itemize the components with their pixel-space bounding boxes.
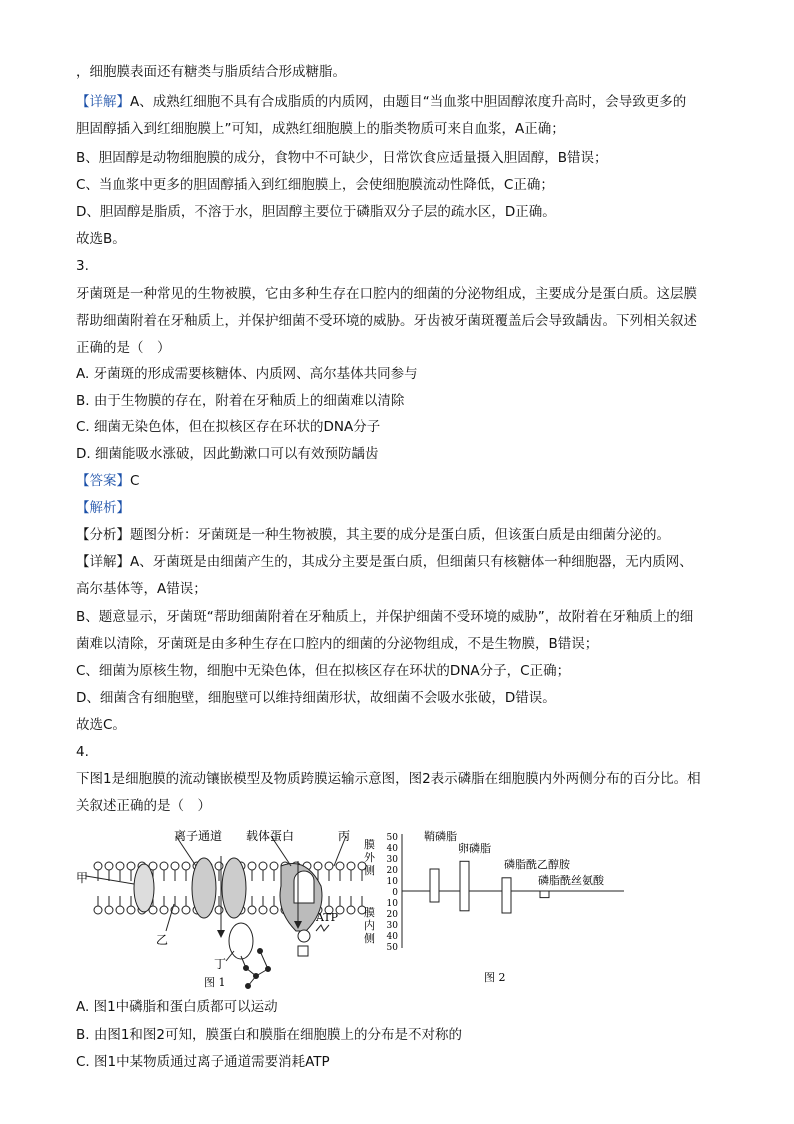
y-tick-label: 30 [386,855,398,865]
text-line: 菌难以清除，牙菌斑是由多种生存在口腔内的细菌的分泌物组成，不是生物膜，B错误； [76,636,599,652]
phospholipid-head [182,862,190,870]
text-line: C、当血浆中更多的胆固醇插入到红细胞膜上，会使细胞膜流动性降低，C正确； [76,177,554,193]
text-line: 【详解】A、牙菌斑是由细菌产生的，其成分主要是蛋白质，但细菌只有核糖体一种细胞器，无内质网、 [76,554,693,570]
phospholipid-head [127,906,135,914]
text-line: 高尔基体等，A错误； [76,581,207,597]
figure-1-membrane-model [76,826,366,991]
option-a: A. 牙菌斑的形成需要核糖体、内质网、高尔基体共同参与 [76,366,418,382]
question-stem: 牙菌斑是一种常见的生物被膜，它由多种生存在口腔内的细菌的分泌物组成，主要成分是蛋白质。这层膜 [76,286,697,302]
figure-1-caption: 图 1 [204,976,226,989]
option-a: A. 图1中磷脂和蛋白质都可以运动 [76,999,278,1015]
phospholipid-head [215,862,223,870]
phospholipid-head [248,862,256,870]
phospholipid-head [259,862,267,870]
bar-2 [502,878,511,913]
phospholipid-head [171,862,179,870]
phospholipid-head [347,862,355,870]
text-line: 【分析】题图分析：牙菌斑是一种生物被膜，其主要的成分是蛋白质，但该蛋白质是由细菌分泌的。 [76,527,670,543]
text-line: B、胆固醇是动物细胞膜的成分，食物中不可缺少，日常饮食应适量摄入胆固醇，B错误； [76,150,608,166]
bar-3 [540,891,549,898]
ion-channel-right [222,858,246,918]
text-line: 故选C。 [76,717,126,733]
text-line: B、题意显示，牙菌斑“帮助细菌附着在牙釉质上，并保护细菌不受环境的威胁”，故附着在牙釉质上的细 [76,609,694,625]
phospholipid-head [116,906,124,914]
answer-line: 【答案】C [76,473,140,489]
text-line: ，细胞膜表面还有糖类与脂质结合形成糖脂。 [76,64,346,80]
y-tick-label: 20 [386,910,398,920]
phospholipid-head [182,906,190,914]
y-tick-label: 50 [386,943,398,953]
detail-tag: 【详解】 [76,94,130,110]
label-channel: 离子通道 [174,829,223,843]
phospholipid-head [248,906,256,914]
phospholipid-head [94,862,102,870]
bar-1 [460,861,469,911]
y-tick-label: 10 [386,899,398,909]
y-label-inner: 膜内侧 [364,906,375,945]
protein-ding [229,923,253,959]
question-stem: 关叙述正确的是（ ） [76,798,211,814]
y-tick-label: 30 [386,921,398,931]
text-line: D、胆固醇是脂质，不溶于水，胆固醇主要位于磷脂双分子层的疏水区，D正确。 [76,204,556,220]
text-line: C、细菌为原核生物，细胞中无染色体，但在拟核区存在环状的DNA分子，C正确； [76,663,571,679]
phospholipid-head [270,862,278,870]
phospholipid-head [127,862,135,870]
y-tick-label: 0 [392,888,398,898]
label-jia: 甲 [76,871,89,885]
phospholipid-head [215,906,223,914]
y-tick-label: 10 [386,877,398,887]
protein-jia [134,864,154,912]
category-label: 磷脂酰乙醇胺 [504,858,570,871]
y-label-outer: 膜外侧 [364,838,375,877]
text-line: 故选B。 [76,231,126,247]
question-stem: 下图1是细胞膜的流动镶嵌模型及物质跨膜运输示意图，图2表示磷脂在细胞膜内外两侧分布的百分比。相 [76,771,701,787]
phospholipid-head [325,862,333,870]
answer-tag: 【答案】 [76,473,130,489]
phospholipid-head [160,862,168,870]
text-line: D、细菌含有细胞壁，细胞壁可以维持细菌形状，故细菌不会吸水张破，D错误。 [76,690,556,706]
phospholipid-head [105,862,113,870]
option-b: B. 由图1和图2可知，膜蛋白和膜脂在细胞膜上的分布是不对称的 [76,1027,463,1043]
category-label: 磷脂酰丝氨酸 [538,874,604,887]
analysis-tag: 【解析】 [76,500,130,516]
category-label: 卵磷脂 [458,842,491,855]
phospholipid-head [94,906,102,914]
question-stem: 帮助细菌附着在牙釉质上，并保护细菌不受环境的威胁。牙齿被牙菌斑覆盖后会导致龋齿。下列相关叙述 [76,313,697,329]
phospholipid-head [259,906,267,914]
category-label: 鞘磷脂 [424,830,457,843]
text-line: 【详解】A、成熟红细胞不具有合成脂质的内质网，由题目“当血浆中胆固醇浓度升高时，会导致更多的 [76,94,687,110]
y-tick-label: 20 [386,866,398,876]
phospholipid-head [314,862,322,870]
ion-channel-left [192,858,216,918]
figure-2-phospholipid-chart [362,826,652,991]
y-tick-label: 40 [386,844,398,854]
text-line: 胆固醇插入到红细胞膜上”可知，成熟红细胞膜上的脂类物质可来自血浆，A正确； [76,121,565,137]
label-bing: 丙 [338,829,351,843]
phospholipid-head [347,906,355,914]
label-ding: 丁 [214,957,227,971]
y-tick-label: 50 [386,833,398,843]
option-c: C. 图1中某物质通过离子通道需要消耗ATP [76,1054,330,1070]
phospholipid-head [116,862,124,870]
phospholipid-head [336,862,344,870]
analysis-heading [76,498,726,518]
option-c: C. 细菌无染色体，但在拟核区存在环状的DNA分子 [76,419,381,435]
label-atp: ATP [316,911,339,924]
figure-2-caption: 图 2 [484,971,506,984]
phospholipid-head [160,906,168,914]
phospholipid-head [270,906,278,914]
option-b: B. 由于生物膜的存在，附着在牙釉质上的细菌难以清除 [76,393,405,409]
label-carrier: 载体蛋白 [246,829,295,843]
question-stem: 正确的是（ ） [76,340,171,356]
question-number: 4. [76,744,89,760]
option-d: D. 细菌能吸水涨破，因此勤漱口可以有效预防龋齿 [76,446,379,462]
bar-0 [430,869,439,902]
question-number: 3. [76,258,89,274]
label-yi: 乙 [156,933,169,947]
y-tick-label: 40 [386,932,398,942]
atp-box [298,946,308,956]
phospholipid-head [105,906,113,914]
